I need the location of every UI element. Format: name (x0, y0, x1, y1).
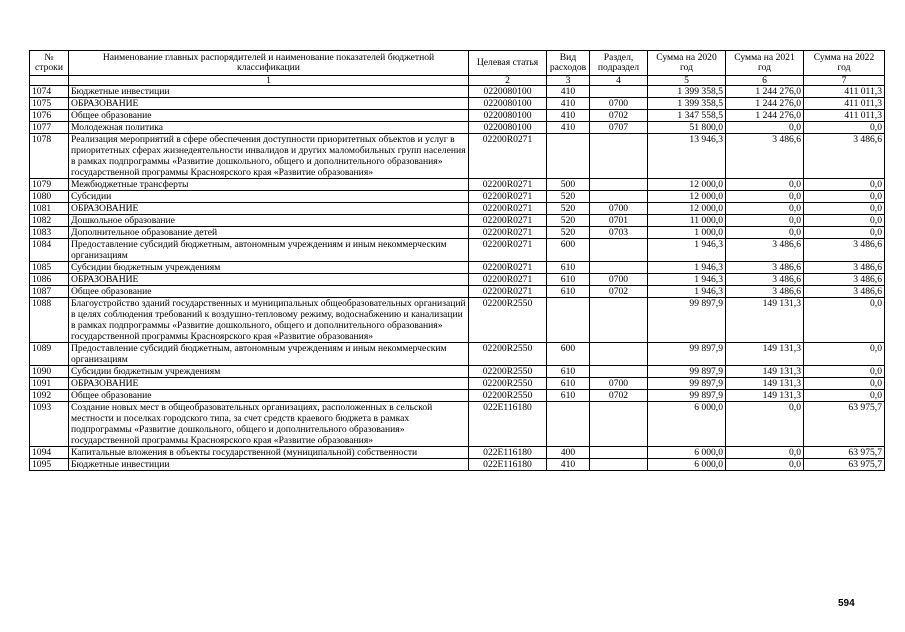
cell-sum-2021: 1 244 276,0 (726, 110, 804, 122)
cell-sum-2021: 149 131,3 (726, 390, 804, 402)
cell-target-article: 02200R2550 (469, 343, 547, 366)
cell-sum-2020: 12 000,0 (648, 203, 726, 215)
column-number: 3 (547, 76, 590, 86)
table-row (30, 98, 885, 110)
cell-sum-2022: 63 975,7 (804, 402, 885, 447)
column-number (30, 76, 69, 86)
cell-row-number: 1080 (30, 191, 69, 203)
cell-target-article: 02200R0271 (469, 239, 547, 262)
cell-indicator-name: Бюджетные инвестиции (69, 459, 469, 471)
cell-target-article: 02200R2550 (469, 390, 547, 402)
header-sum-2021: Сумма на 2021 год (726, 51, 804, 76)
cell-sum-2021: 149 131,3 (726, 298, 804, 343)
cell-sum-2020: 1 347 558,5 (648, 110, 726, 122)
cell-row-number: 1081 (30, 203, 69, 215)
cell-row-number: 1078 (30, 134, 69, 179)
table-row (30, 262, 885, 274)
cell-indicator-name: Предоставление субсидий бюджетным, автономным учреждениям и иным некоммерческим организациям (69, 343, 469, 366)
cell-sum-2020: 1 946,3 (648, 239, 726, 262)
cell-row-number: 1089 (30, 343, 69, 366)
cell-section (590, 262, 648, 274)
cell-row-number: 1079 (30, 179, 69, 191)
cell-row-number: 1087 (30, 286, 69, 298)
cell-section: 0700 (590, 274, 648, 286)
column-number-row (30, 76, 885, 86)
cell-sum-2021: 3 486,6 (726, 286, 804, 298)
cell-sum-2020: 13 946,3 (648, 134, 726, 179)
cell-sum-2020: 1 946,3 (648, 262, 726, 274)
cell-sum-2022: 0,0 (804, 191, 885, 203)
table-row (30, 227, 885, 239)
cell-section: 0700 (590, 203, 648, 215)
table-row (30, 239, 885, 262)
cell-indicator-name: Дополнительное образование детей (69, 227, 469, 239)
table-row (30, 134, 885, 179)
cell-row-number: 1077 (30, 122, 69, 134)
cell-sum-2020: 1 399 358,5 (648, 98, 726, 110)
cell-target-article: 02200R0271 (469, 203, 547, 215)
cell-sum-2020: 11 000,0 (648, 215, 726, 227)
cell-row-number: 1082 (30, 215, 69, 227)
cell-sum-2022: 3 486,6 (804, 134, 885, 179)
cell-section (590, 86, 648, 98)
table-row (30, 402, 885, 447)
table-row (30, 110, 885, 122)
cell-section (590, 447, 648, 459)
cell-sum-2022: 0,0 (804, 179, 885, 191)
column-number: 2 (469, 76, 547, 86)
cell-expense-kind: 400 (547, 447, 590, 459)
cell-target-article: 02200R0271 (469, 179, 547, 191)
cell-sum-2020: 99 897,9 (648, 390, 726, 402)
cell-sum-2022: 0,0 (804, 343, 885, 366)
cell-sum-2021: 149 131,3 (726, 378, 804, 390)
cell-target-article: 02200R0271 (469, 134, 547, 179)
cell-expense-kind: 410 (547, 122, 590, 134)
cell-expense-kind: 410 (547, 86, 590, 98)
cell-sum-2022: 0,0 (804, 122, 885, 134)
cell-row-number: 1094 (30, 447, 69, 459)
cell-row-number: 1090 (30, 366, 69, 378)
cell-expense-kind: 410 (547, 98, 590, 110)
cell-indicator-name: Предоставление субсидий бюджетным, автономным учреждениям и иным некоммерческим организациям (69, 239, 469, 262)
cell-sum-2021: 3 486,6 (726, 262, 804, 274)
cell-sum-2021: 0,0 (726, 191, 804, 203)
cell-row-number: 1095 (30, 459, 69, 471)
header-row-no: № строки (30, 51, 69, 76)
cell-sum-2020: 6 000,0 (648, 447, 726, 459)
cell-expense-kind: 410 (547, 459, 590, 471)
budget-table (29, 50, 885, 471)
table-row (30, 215, 885, 227)
cell-row-number: 1076 (30, 110, 69, 122)
cell-indicator-name: ОБРАЗОВАНИЕ (69, 378, 469, 390)
cell-sum-2021: 3 486,6 (726, 134, 804, 179)
cell-target-article: 022E116180 (469, 459, 547, 471)
cell-section: 0702 (590, 110, 648, 122)
cell-indicator-name: Общее образование (69, 110, 469, 122)
table-row (30, 459, 885, 471)
header-kind: Вид расходов (547, 51, 590, 76)
cell-sum-2020: 6 000,0 (648, 402, 726, 447)
table-row (30, 286, 885, 298)
cell-indicator-name: Благоустройство зданий государственных и муниципальных общеобразовательных организаций в целях соблюдения требований к воздушно-тепловому режиму, водоснабжению и канализации в рамках подпрограммы «Развитие дошкольного, общего и дополнительного образования» государственной программы Красноярского края «Развитие образования» (69, 298, 469, 343)
header-name: Наименование главных распорядителей и наименование показателей бюджетной классификации (69, 51, 469, 76)
cell-sum-2022: 0,0 (804, 203, 885, 215)
cell-indicator-name: ОБРАЗОВАНИЕ (69, 98, 469, 110)
cell-sum-2020: 1 399 358,5 (648, 86, 726, 98)
cell-section: 0701 (590, 215, 648, 227)
cell-sum-2020: 6 000,0 (648, 459, 726, 471)
cell-sum-2022: 3 486,6 (804, 239, 885, 262)
cell-section (590, 134, 648, 179)
cell-expense-kind: 610 (547, 366, 590, 378)
cell-expense-kind: 610 (547, 286, 590, 298)
header-row (30, 51, 885, 76)
cell-target-article: 02200R2550 (469, 378, 547, 390)
cell-indicator-name: Бюджетные инвестиции (69, 86, 469, 98)
cell-expense-kind: 600 (547, 343, 590, 366)
cell-sum-2021: 0,0 (726, 215, 804, 227)
cell-indicator-name: Дошкольное образование (69, 215, 469, 227)
cell-sum-2022: 0,0 (804, 378, 885, 390)
cell-expense-kind (547, 134, 590, 179)
cell-sum-2021: 0,0 (726, 179, 804, 191)
cell-expense-kind: 610 (547, 378, 590, 390)
cell-expense-kind (547, 402, 590, 447)
cell-section: 0700 (590, 378, 648, 390)
cell-section: 0707 (590, 122, 648, 134)
cell-target-article: 02200R0271 (469, 262, 547, 274)
cell-expense-kind: 520 (547, 203, 590, 215)
cell-section: 0702 (590, 390, 648, 402)
header-sum-2022: Сумма на 2022 год (804, 51, 885, 76)
table-row (30, 366, 885, 378)
cell-sum-2020: 12 000,0 (648, 191, 726, 203)
cell-sum-2020: 1 000,0 (648, 227, 726, 239)
column-number: 5 (648, 76, 726, 86)
cell-section (590, 298, 648, 343)
cell-sum-2020: 99 897,9 (648, 366, 726, 378)
cell-sum-2020: 99 897,9 (648, 378, 726, 390)
cell-target-article: 02200R0271 (469, 286, 547, 298)
cell-target-article: 022E116180 (469, 447, 547, 459)
cell-expense-kind: 610 (547, 274, 590, 286)
cell-target-article: 022E116180 (469, 402, 547, 447)
cell-sum-2020: 51 800,0 (648, 122, 726, 134)
cell-sum-2021: 0,0 (726, 447, 804, 459)
cell-sum-2022: 411 011,3 (804, 98, 885, 110)
table-body (30, 86, 885, 471)
cell-sum-2020: 99 897,9 (648, 298, 726, 343)
cell-sum-2022: 0,0 (804, 227, 885, 239)
cell-sum-2022: 411 011,3 (804, 86, 885, 98)
cell-indicator-name: ОБРАЗОВАНИЕ (69, 274, 469, 286)
page-number: 594 (838, 598, 855, 609)
cell-section (590, 343, 648, 366)
table-row (30, 378, 885, 390)
cell-sum-2020: 1 946,3 (648, 274, 726, 286)
table-row (30, 343, 885, 366)
cell-row-number: 1083 (30, 227, 69, 239)
cell-sum-2020: 12 000,0 (648, 179, 726, 191)
cell-sum-2021: 3 486,6 (726, 274, 804, 286)
cell-indicator-name: Общее образование (69, 390, 469, 402)
table-row (30, 274, 885, 286)
cell-sum-2022: 63 975,7 (804, 459, 885, 471)
cell-sum-2022: 3 486,6 (804, 262, 885, 274)
cell-indicator-name: Реализация мероприятий в сфере обеспечения доступности приоритетных объектов и услуг в приоритетных сферах жизнедеятельности инвалидов и других маломобильных групп населения в рамках подпрограммы «Развитие дошкольного, общего и дополнительного образования» государственной программы Красноярского края «Развитие образования» (69, 134, 469, 179)
table-row (30, 447, 885, 459)
cell-target-article: 0220080100 (469, 110, 547, 122)
cell-expense-kind: 520 (547, 227, 590, 239)
cell-row-number: 1084 (30, 239, 69, 262)
cell-expense-kind: 410 (547, 110, 590, 122)
cell-indicator-name: Общее образование (69, 286, 469, 298)
header-section: Раздел, подраздел (590, 51, 648, 76)
cell-sum-2022: 3 486,6 (804, 274, 885, 286)
table-row (30, 86, 885, 98)
column-number: 4 (590, 76, 648, 86)
table-row (30, 390, 885, 402)
header-sum-2020: Сумма на 2020 год (648, 51, 726, 76)
cell-section (590, 366, 648, 378)
cell-expense-kind: 610 (547, 390, 590, 402)
column-number: 6 (726, 76, 804, 86)
cell-indicator-name: Молодежная политика (69, 122, 469, 134)
cell-row-number: 1086 (30, 274, 69, 286)
cell-sum-2022: 0,0 (804, 215, 885, 227)
table-row (30, 191, 885, 203)
cell-section (590, 179, 648, 191)
cell-row-number: 1091 (30, 378, 69, 390)
cell-sum-2021: 3 486,6 (726, 239, 804, 262)
cell-sum-2021: 0,0 (726, 203, 804, 215)
cell-sum-2021: 149 131,3 (726, 366, 804, 378)
column-number: 7 (804, 76, 885, 86)
cell-indicator-name: ОБРАЗОВАНИЕ (69, 203, 469, 215)
cell-indicator-name: Создание новых мест в общеобразовательных организациях, расположенных в сельской местности и поселках городского типа, за счет средств краевого бюджета в рамках подпрограммы «Развитие дошкольного, общего и дополнительного образования» государственной программы Красноярского края «Развитие образования» (69, 402, 469, 447)
column-number: 1 (69, 76, 469, 86)
cell-section (590, 191, 648, 203)
table-row (30, 122, 885, 134)
cell-row-number: 1093 (30, 402, 69, 447)
table-row (30, 298, 885, 343)
cell-row-number: 1085 (30, 262, 69, 274)
cell-row-number: 1074 (30, 86, 69, 98)
cell-sum-2022: 411 011,3 (804, 110, 885, 122)
cell-section (590, 239, 648, 262)
cell-target-article: 0220080100 (469, 122, 547, 134)
cell-sum-2021: 0,0 (726, 459, 804, 471)
cell-sum-2021: 0,0 (726, 402, 804, 447)
cell-sum-2021: 149 131,3 (726, 343, 804, 366)
cell-row-number: 1075 (30, 98, 69, 110)
cell-sum-2022: 3 486,6 (804, 286, 885, 298)
cell-indicator-name: Межбюджетные трансферты (69, 179, 469, 191)
cell-sum-2020: 99 897,9 (648, 343, 726, 366)
cell-sum-2021: 1 244 276,0 (726, 98, 804, 110)
cell-sum-2021: 0,0 (726, 227, 804, 239)
cell-target-article: 02200R0271 (469, 274, 547, 286)
table-row (30, 179, 885, 191)
cell-row-number: 1088 (30, 298, 69, 343)
cell-section: 0702 (590, 286, 648, 298)
cell-sum-2020: 1 946,3 (648, 286, 726, 298)
cell-expense-kind: 610 (547, 262, 590, 274)
cell-section (590, 459, 648, 471)
cell-expense-kind (547, 298, 590, 343)
cell-sum-2021: 0,0 (726, 122, 804, 134)
header-target: Целевая статья (469, 51, 547, 76)
cell-target-article: 02200R2550 (469, 298, 547, 343)
cell-sum-2022: 63 975,7 (804, 447, 885, 459)
cell-expense-kind: 520 (547, 215, 590, 227)
cell-target-article: 02200R2550 (469, 366, 547, 378)
cell-indicator-name: Субсидии бюджетным учреждениям (69, 262, 469, 274)
cell-indicator-name: Субсидии (69, 191, 469, 203)
cell-section: 0700 (590, 98, 648, 110)
cell-sum-2021: 1 244 276,0 (726, 86, 804, 98)
cell-expense-kind: 520 (547, 191, 590, 203)
cell-indicator-name: Субсидии бюджетным учреждениям (69, 366, 469, 378)
cell-sum-2022: 0,0 (804, 366, 885, 378)
cell-row-number: 1092 (30, 390, 69, 402)
cell-target-article: 0220080100 (469, 86, 547, 98)
cell-expense-kind: 500 (547, 179, 590, 191)
cell-target-article: 02200R0271 (469, 227, 547, 239)
cell-expense-kind: 600 (547, 239, 590, 262)
cell-sum-2022: 0,0 (804, 390, 885, 402)
cell-section: 0703 (590, 227, 648, 239)
cell-target-article: 0220080100 (469, 98, 547, 110)
cell-target-article: 02200R0271 (469, 215, 547, 227)
table-row (30, 203, 885, 215)
cell-section (590, 402, 648, 447)
cell-sum-2022: 0,0 (804, 298, 885, 343)
cell-indicator-name: Капитальные вложения в объекты государственной (муниципальной) собственности (69, 447, 469, 459)
cell-target-article: 02200R0271 (469, 191, 547, 203)
